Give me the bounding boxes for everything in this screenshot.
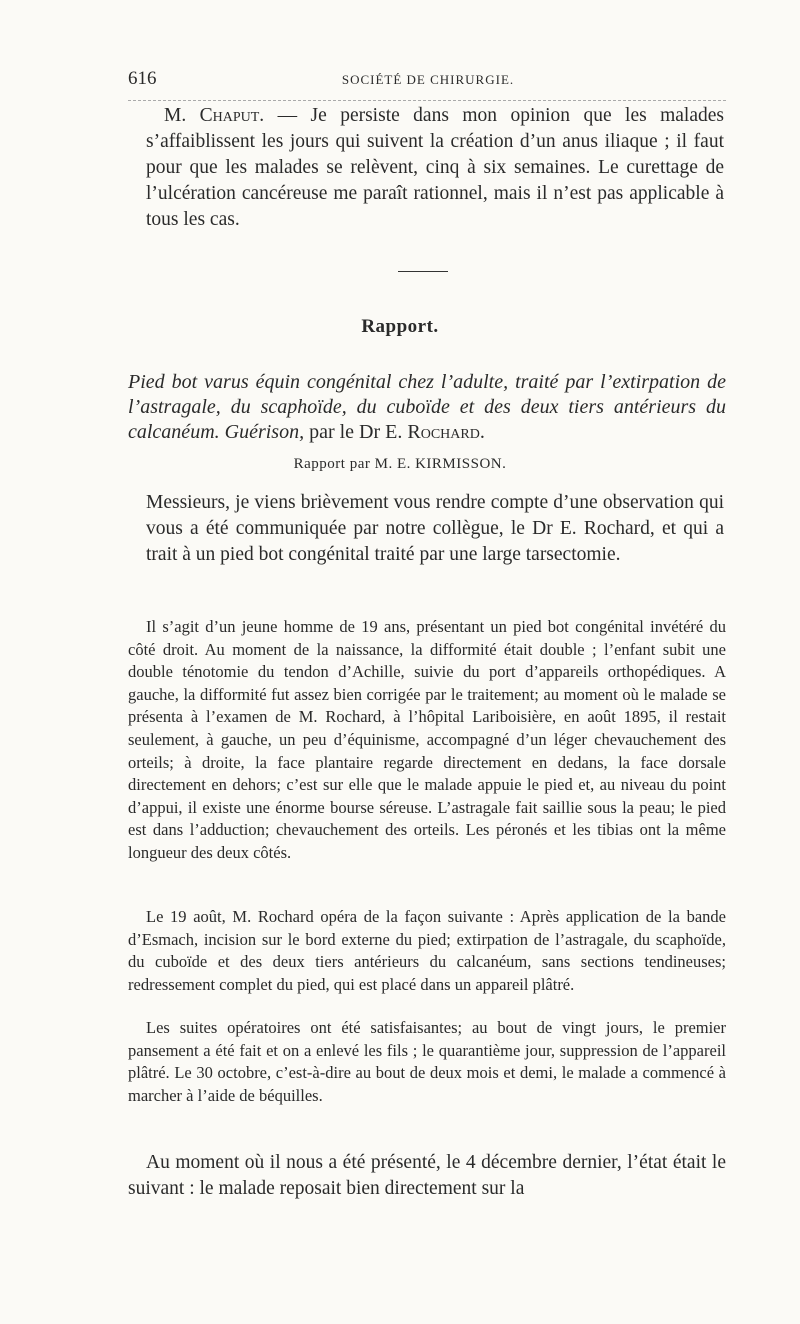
header-rule — [128, 100, 726, 101]
paragraph-final: Au moment où il nous a été présenté, le 4 décembre dernier, l’état était le suivant : le malade reposait bien directement sur la — [128, 1152, 726, 1199]
page-number: 616 — [128, 68, 157, 89]
page-header — [128, 68, 728, 96]
paragraph-operation: Le 19 août, M. Rochard opéra de la façon suivante : Après application de la bande d’Esmach, incision sur le bord externe du pied; extirpation de l’astragale, du scaphoïde, du cuboïde et des deux tiers antérieurs du calcanéum, sans sections tendineuses; redressement complet du pied, qui est placé dans un appareil plâtré. — [128, 907, 726, 994]
paragraph-chaput — [146, 103, 724, 233]
report-byline: Rapport par M. E. KIRMISSON. — [293, 456, 507, 472]
subtitle-italic: Pied bot varus équin congénital chez l’adulte, traité par l’extirpation de l’astragale, du scaphoïde, du cuboïde et des deux tiers antérieurs du calcanéum. Guérison, — [128, 371, 726, 443]
report-subtitle — [128, 370, 726, 445]
running-title: SOCIÉTÉ DE CHIRURGIE. — [341, 72, 515, 87]
paragraph-suites: Les suites opératoires ont été satisfaisantes; au bout de vingt jours, le premier pansement a été fait et on a enlevé les fils ; le quarantième jour, suppression de l’appareil plâtré. Le 30 octobre, c’est-à-dire au bout de deux mois et demi, le malade a commencé à marcher à l’aide de béquilles. — [128, 1018, 726, 1105]
subtitle-author-prefix: par le Dr E. — [304, 421, 408, 443]
section-title: Rapport. — [361, 316, 439, 337]
paragraph-intro: Messieurs, je viens brièvement vous rendre compte d’une observation qui vous a été communiquée par notre collègue, le Dr E. Rochard, et qui a trait à un pied bot congénital traité par une large tarsectomie. — [146, 492, 724, 565]
subtitle-author: Rochard. — [407, 421, 485, 443]
section-separator — [398, 271, 448, 272]
paragraph-chaput-text: — Je persiste dans mon opinion que les malades s’affaiblissent les jours qui suivent la création d’un anus iliaque ; il faut pour que les malades se relèvent, cinq à six semaines. Le curettage de l’ulcération cancéreuse me paraît rationnel, mais il n’est pas applicable à tous les cas. — [146, 105, 724, 230]
speaker-name: M. Chaput. — [164, 105, 265, 126]
paragraph-case: Il s’agit d’un jeune homme de 19 ans, présentant un pied bot congénital invétéré du côté droit. Au moment de la naissance, la difformité était double ; l’enfant subit une double ténotomie du tendon d’Achille, suivie du port d’appareils orthopédiques. A gauche, la difformité fut assez bien corrigée par le traitement; au moment où le malade se présenta à l’examen de M. Rochard, à l’hôpital Lariboisière, en août 1895, il restait seulement, à gauche, un peu d’équinisme, accompagné d’un léger chevauchement des orteils; à droite, la face plantaire regarde directement en dedans, la face dorsale directement en dehors; c’est sur elle que le malade appuie le pied et, au niveau du point d’appui, il existe une énorme bourse séreuse. L’astragale fait saillie sous la peau; le pied est dans l’adduction; chevauchement des orteils. Les péronés et les tibias ont la même longueur des deux côtés. — [128, 617, 726, 862]
